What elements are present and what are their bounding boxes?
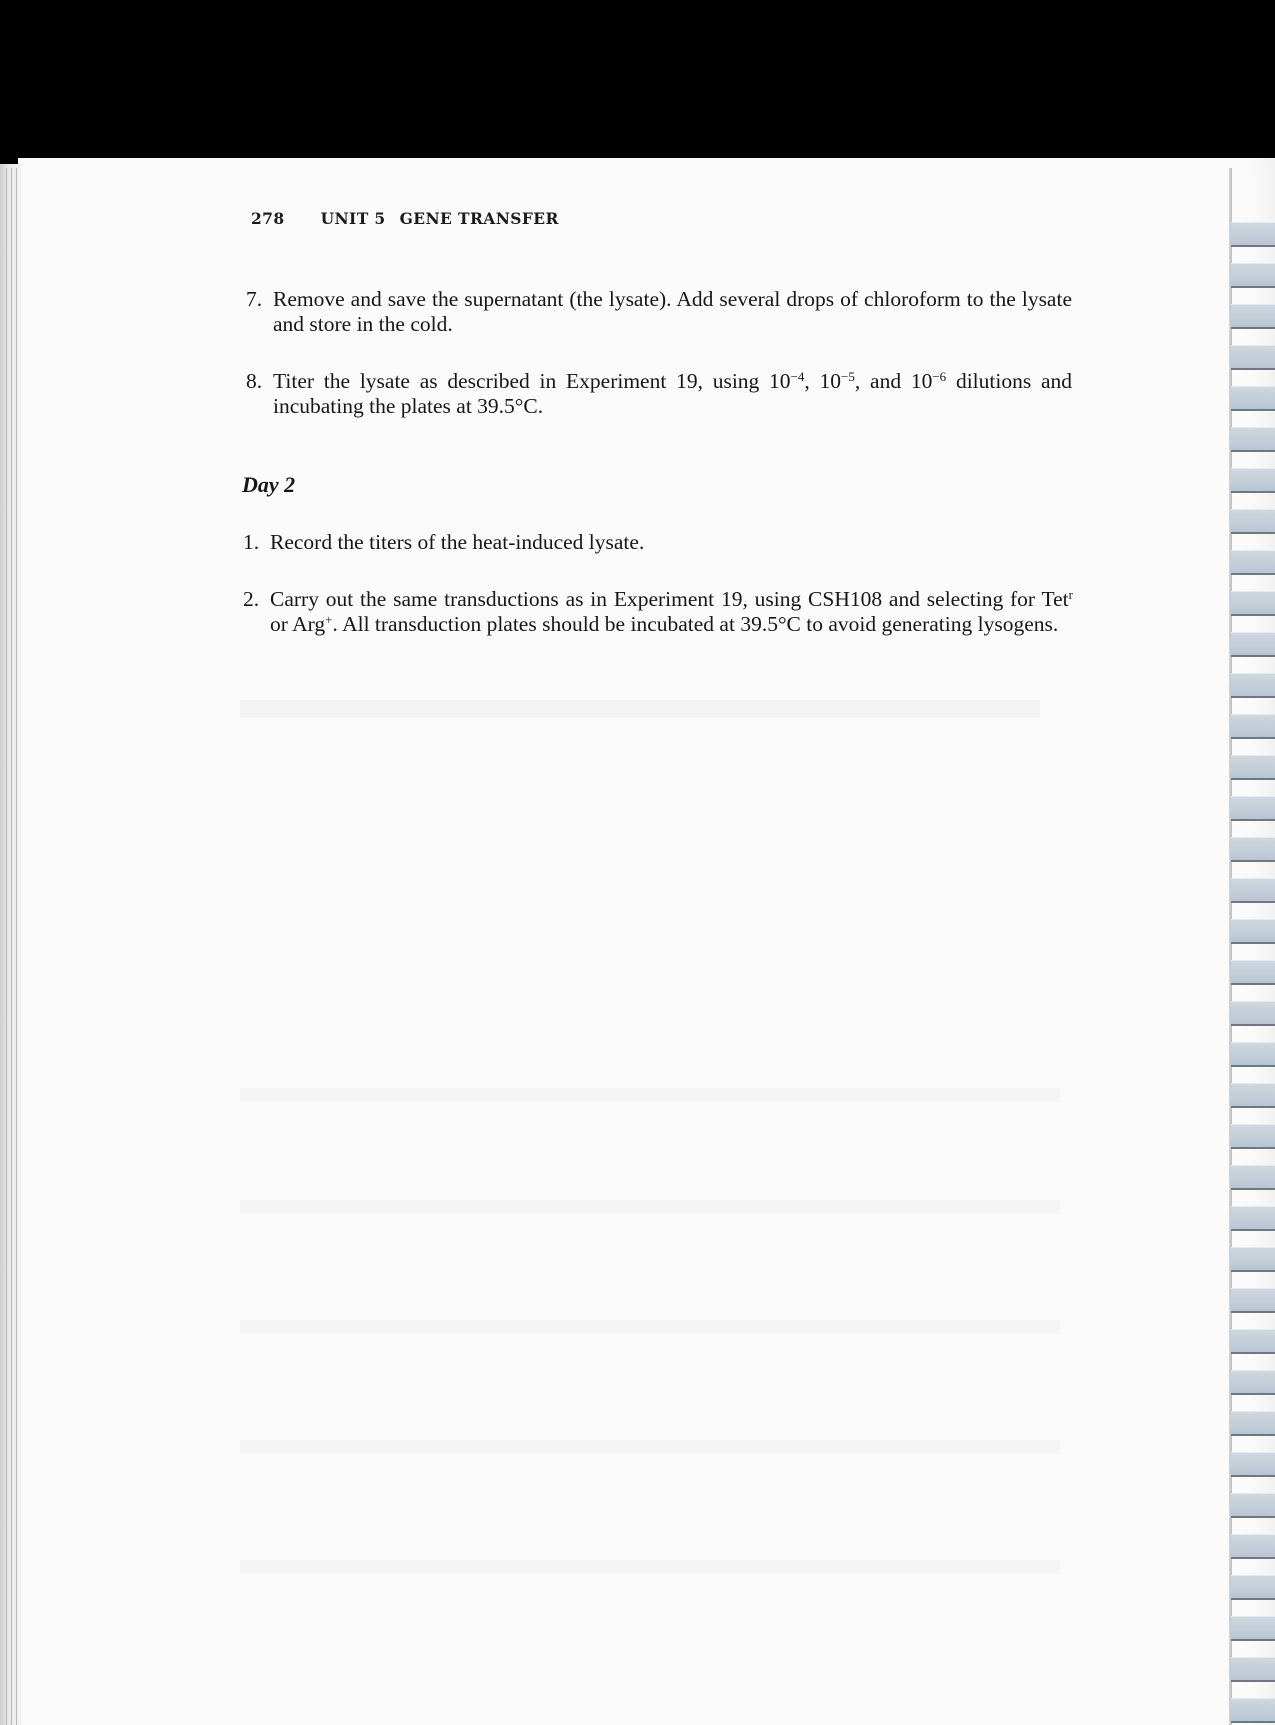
binding-tab <box>1231 796 1275 821</box>
list-item <box>246 369 1072 419</box>
unit-label: UNIT 5 <box>320 209 386 228</box>
binding-tab <box>1231 1083 1275 1108</box>
list-item <box>243 587 1073 637</box>
step-number: 7. <box>246 287 263 311</box>
list-item <box>243 530 1073 555</box>
binding-tab <box>1231 960 1275 985</box>
binding-tab <box>1231 1247 1275 1272</box>
step-number: 1. <box>243 530 260 554</box>
show-through-line <box>240 700 1040 718</box>
binding-tab <box>1231 1698 1275 1723</box>
binding-tab <box>1231 1575 1275 1600</box>
binding-tab <box>1231 755 1275 780</box>
binding-tab <box>1231 1288 1275 1313</box>
page-edge-line <box>16 168 17 1725</box>
step-text: Titer the lysate as described in Experiment 19, using $10^{-4}$, $10^{-5}$, and $10^{-6}$ dilutions and incubating the plates at 39.5°C. <box>273 369 1073 418</box>
running-header <box>251 209 559 228</box>
binding-tab <box>1231 1370 1275 1395</box>
binding-tab <box>1231 1616 1275 1641</box>
binding-tab <box>1231 1001 1275 1026</box>
binding-tab <box>1231 263 1275 288</box>
binding-tab <box>1231 1493 1275 1518</box>
binding-tab <box>1231 1534 1275 1559</box>
show-through-line <box>240 1440 1060 1454</box>
page-edge-line <box>11 168 12 1725</box>
binding-tab <box>1231 550 1275 575</box>
list-item <box>246 287 1072 337</box>
binding-tab <box>1231 878 1275 903</box>
binding-tab <box>1231 632 1275 657</box>
binding-tab <box>1231 427 1275 452</box>
binding-tab <box>1231 222 1275 247</box>
binding-tab <box>1231 1452 1275 1477</box>
step-text: Record the titers of the heat-induced lysate. <box>270 530 645 554</box>
step-text: Carry out the same transductions as in Experiment 19, using CSH108 and selecting for Tet$^r$ or Arg+. All transduction plates should be incubated at 39.5°C to avoid generating lysogens. <box>270 587 1073 636</box>
step-number: 8. <box>246 369 263 393</box>
binding-tab <box>1231 1124 1275 1149</box>
unit-title: GENE TRANSFER <box>399 209 559 228</box>
binding-tab <box>1231 837 1275 862</box>
page-edge-line <box>6 168 7 1725</box>
step-number: 2. <box>243 587 260 611</box>
show-through-line <box>240 1088 1060 1102</box>
show-through-line <box>240 1560 1060 1574</box>
binding-tab <box>1231 304 1275 329</box>
binding-tab <box>1231 591 1275 616</box>
show-through-line <box>240 1320 1060 1334</box>
binding-tab <box>1231 1165 1275 1190</box>
binding-tab <box>1231 1411 1275 1436</box>
binding-tab <box>1231 1329 1275 1354</box>
binding-tab <box>1231 673 1275 698</box>
show-through-line <box>240 1200 1060 1214</box>
binding-tab <box>1231 386 1275 411</box>
page-number: 278 <box>251 209 285 228</box>
section-heading: Day 2 <box>242 472 296 497</box>
binding-tab <box>1231 345 1275 370</box>
binding-tab <box>1231 468 1275 493</box>
binding-tab <box>1231 1206 1275 1231</box>
binding-tab <box>1231 509 1275 534</box>
binding-tab <box>1231 714 1275 739</box>
binding-tab <box>1231 1657 1275 1682</box>
binding-tab <box>1231 919 1275 944</box>
binding-tab <box>1231 1042 1275 1067</box>
step-text: Remove and save the supernatant (the lysate). Add several drops of chloroform to the lysate and store in the cold. <box>273 287 1072 336</box>
